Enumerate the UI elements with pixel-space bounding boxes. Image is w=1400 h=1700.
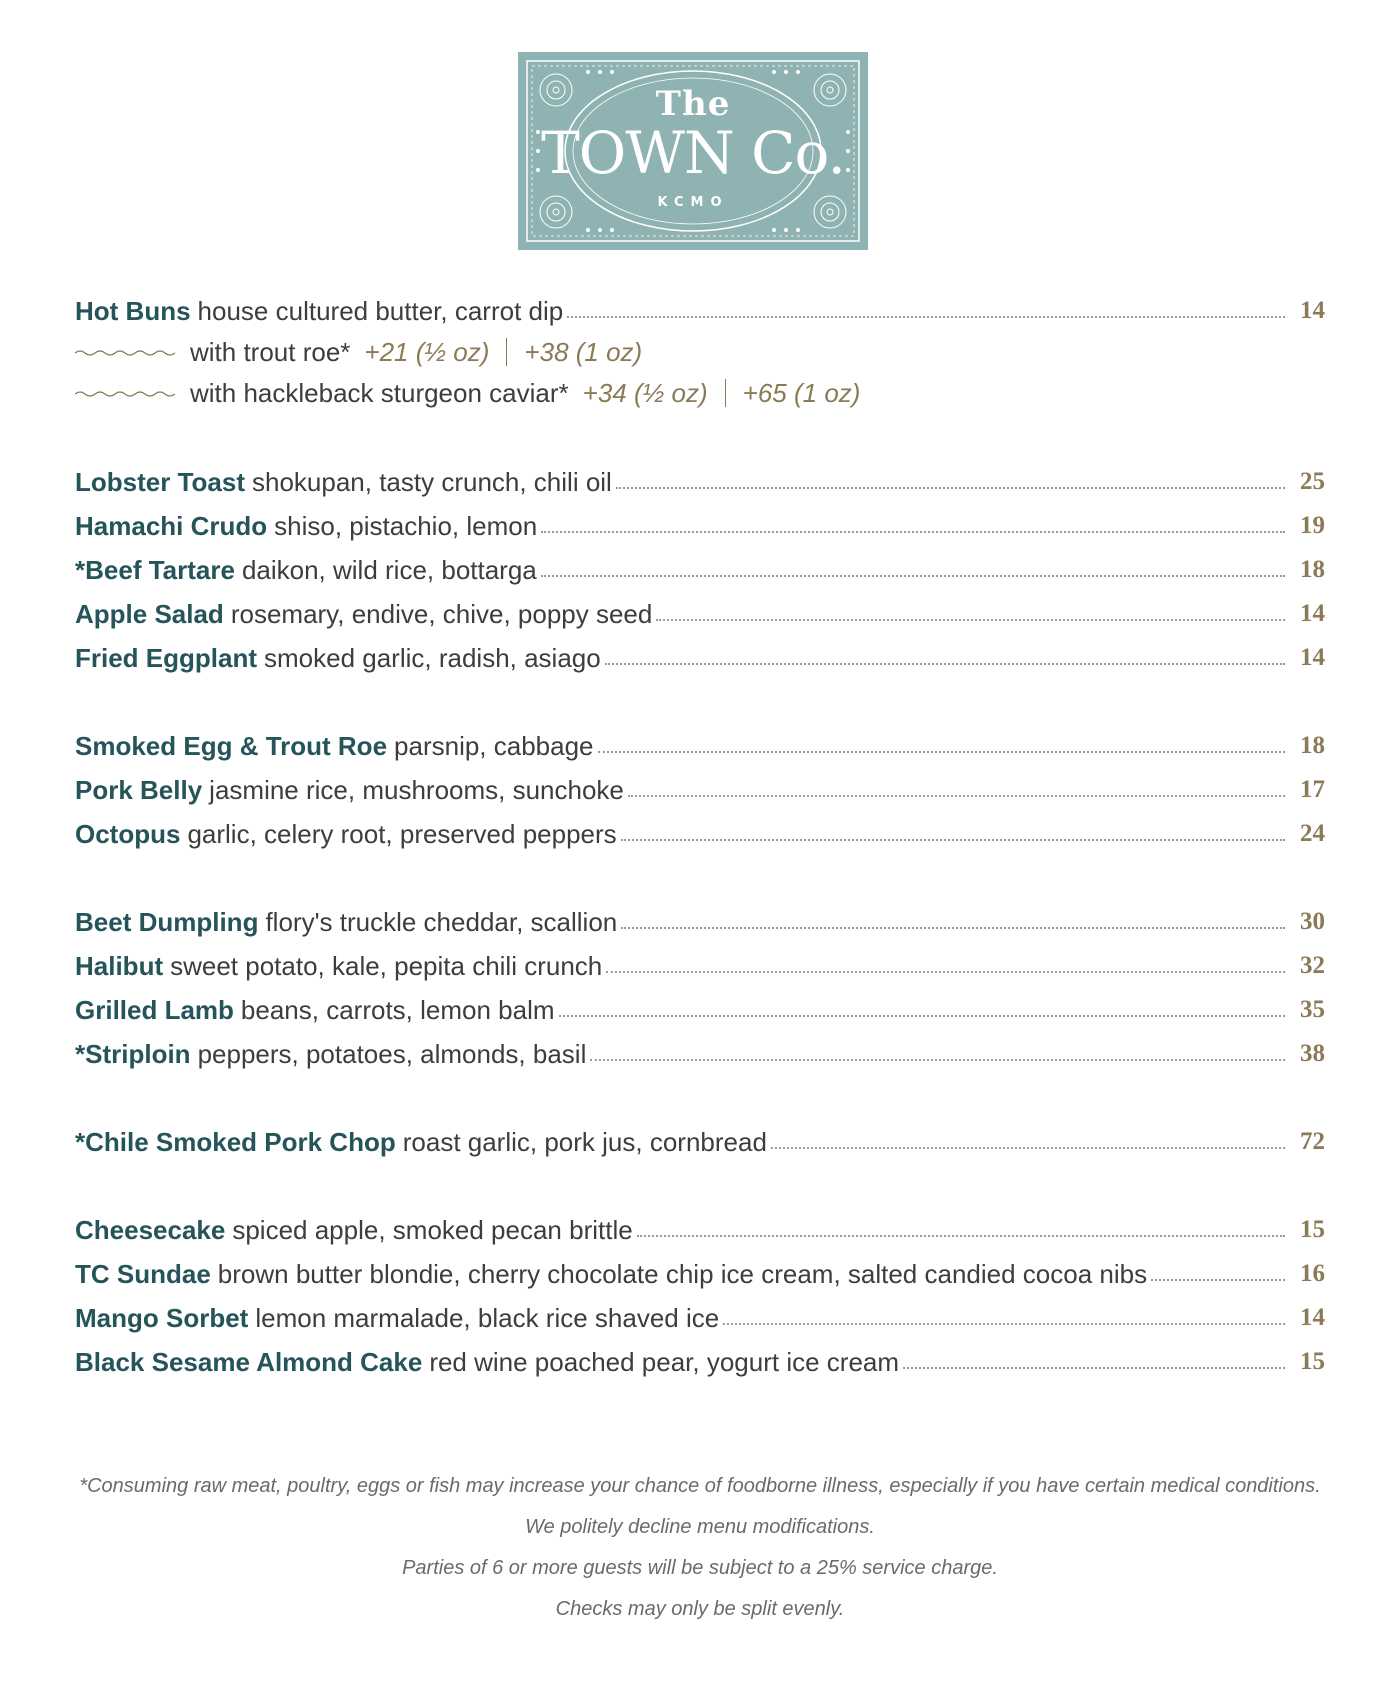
menu-item <box>75 1253 1325 1289</box>
addon-one-oz-price: +65 (1 oz) <box>742 378 861 408</box>
item-description: smoked garlic, radish, asiago <box>264 643 601 673</box>
dot-leader <box>605 662 1285 665</box>
menu-item <box>75 989 1325 1025</box>
menu-item <box>75 1341 1325 1377</box>
item-description: beans, carrots, lemon balm <box>240 995 555 1025</box>
addon-label: with trout roe* <box>190 337 351 367</box>
dot-leader <box>628 794 1285 797</box>
dot-leader <box>637 1234 1285 1237</box>
logo-line-kcmo: KCMO <box>657 195 729 210</box>
item-name: Mango Sorbet <box>75 1303 249 1333</box>
addon-half-oz-price: +34 (½ oz) <box>582 378 708 408</box>
menu-item <box>75 1297 1325 1333</box>
addon-one-oz-price: +38 (1 oz) <box>524 337 643 367</box>
dot-leader <box>1151 1278 1285 1281</box>
modifications-note: We politely decline menu modifications. <box>525 1516 875 1538</box>
item-description: parsnip, cabbage <box>394 731 594 761</box>
item-name: Beet Dumpling <box>75 907 259 937</box>
item-price: 15 <box>1300 1348 1325 1375</box>
item-price: 72 <box>1300 1128 1325 1155</box>
item-price: 30 <box>1300 908 1325 935</box>
item-name: Smoked Egg & Trout Roe <box>75 731 388 761</box>
item-name: Pork Belly <box>75 775 203 805</box>
dot-leader <box>656 618 1285 621</box>
addon-trout-roe <box>75 331 642 367</box>
dot-leader <box>567 315 1285 318</box>
item-description: shiso, pistachio, lemon <box>274 511 538 541</box>
item-name: Cheesecake <box>75 1215 226 1245</box>
menu-item <box>75 1209 1325 1245</box>
item-name: *Chile Smoked Pork Chop <box>75 1127 396 1157</box>
item-price: 14 <box>1300 600 1325 627</box>
item-price: 14 <box>1300 1304 1325 1331</box>
menu-item <box>75 461 1325 497</box>
item-price: 15 <box>1300 1216 1325 1243</box>
item-name: Octopus <box>75 819 181 849</box>
item-name: Black Sesame Almond Cake <box>75 1347 423 1377</box>
restaurant-logo <box>518 52 868 250</box>
item-description: peppers, potatoes, almonds, basil <box>197 1039 587 1069</box>
item-name: *Striploin <box>75 1039 191 1069</box>
logo-line-town-co: TOWN Co. <box>541 119 845 187</box>
item-description: sweet potato, kale, pepita chili crunch <box>170 951 603 981</box>
item-description: house cultured butter, carrot dip <box>197 296 564 326</box>
dot-leader <box>559 1014 1285 1017</box>
item-description: roast garlic, pork jus, cornbread <box>402 1127 767 1157</box>
dot-leader <box>541 530 1285 533</box>
dot-leader <box>621 838 1285 841</box>
menu-item <box>75 593 1325 629</box>
menu-item <box>75 1121 1325 1157</box>
item-price: 18 <box>1300 556 1325 583</box>
item-name: Hot Buns <box>75 296 191 326</box>
item-description: garlic, celery root, preserved peppers <box>187 819 617 849</box>
item-price: 14 <box>1300 297 1325 324</box>
addon-label: with hackleback sturgeon caviar* <box>190 378 569 408</box>
item-description: spiced apple, smoked pecan brittle <box>232 1215 633 1245</box>
item-name: Lobster Toast <box>75 467 245 497</box>
menu-item <box>75 637 1325 673</box>
item-price: 35 <box>1300 996 1325 1023</box>
item-name: Apple Salad <box>75 599 224 629</box>
item-description: lemon marmalade, black rice shaved ice <box>255 1303 720 1333</box>
service-charge-note: Parties of 6 or more guests will be subject to a 25% service charge. <box>402 1557 998 1579</box>
item-price: 19 <box>1300 512 1325 539</box>
item-name: Hamachi Crudo <box>75 511 268 541</box>
menu-footnotes <box>0 1466 1400 1630</box>
item-description: rosemary, endive, chive, poppy seed <box>230 599 653 629</box>
item-price: 14 <box>1300 644 1325 671</box>
menu-item-hot-buns <box>75 290 1325 326</box>
dot-leader <box>590 1058 1285 1061</box>
item-name: Grilled Lamb <box>75 995 234 1025</box>
dot-leader <box>616 486 1285 489</box>
item-name: TC Sundae <box>75 1259 211 1289</box>
item-price: 38 <box>1300 1040 1325 1067</box>
price-separator <box>725 379 726 407</box>
item-description: daikon, wild rice, bottarga <box>241 555 537 585</box>
item-name: Fried Eggplant <box>75 643 257 673</box>
item-name: *Beef Tartare <box>75 555 235 585</box>
item-name: Halibut <box>75 951 164 981</box>
menu-item <box>75 901 1325 937</box>
menu-item <box>75 1033 1325 1069</box>
menu-item <box>75 549 1325 585</box>
wave-divider-icon <box>75 388 175 400</box>
logo-line-the: The <box>655 84 731 124</box>
menu-item <box>75 945 1325 981</box>
dot-leader <box>771 1146 1285 1149</box>
item-description: brown butter blondie, cherry chocolate chip ice cream, salted candied cocoa nibs <box>217 1259 1148 1289</box>
item-price: 18 <box>1300 732 1325 759</box>
item-description: jasmine rice, mushrooms, sunchoke <box>209 775 624 805</box>
item-price: 16 <box>1300 1260 1325 1287</box>
addon-caviar <box>75 372 860 408</box>
addon-half-oz-price: +21 (½ oz) <box>364 337 490 367</box>
dot-leader <box>598 750 1285 753</box>
item-description: shokupan, tasty crunch, chili oil <box>251 467 612 497</box>
menu-item <box>75 769 1325 805</box>
menu-item <box>75 505 1325 541</box>
menu-item <box>75 813 1325 849</box>
item-description: red wine poached pear, yogurt ice cream <box>429 1347 900 1377</box>
wave-divider-icon <box>75 347 175 359</box>
dot-leader <box>723 1322 1285 1325</box>
item-price: 24 <box>1300 820 1325 847</box>
price-separator <box>506 338 507 366</box>
menu-item <box>75 725 1325 761</box>
dot-leader <box>541 574 1285 577</box>
dot-leader <box>903 1366 1285 1369</box>
item-price: 17 <box>1300 776 1325 803</box>
dot-leader <box>606 970 1285 973</box>
dot-leader <box>621 926 1285 929</box>
item-price: 32 <box>1300 952 1325 979</box>
item-description: flory's truckle cheddar, scallion <box>265 907 618 937</box>
item-price: 25 <box>1300 468 1325 495</box>
raw-food-warning: *Consuming raw meat, poultry, eggs or fish may increase your chance of foodborne illness, especially if you have certain medical conditions. <box>79 1475 1321 1497</box>
split-checks-note: Checks may only be split evenly. <box>555 1598 845 1620</box>
